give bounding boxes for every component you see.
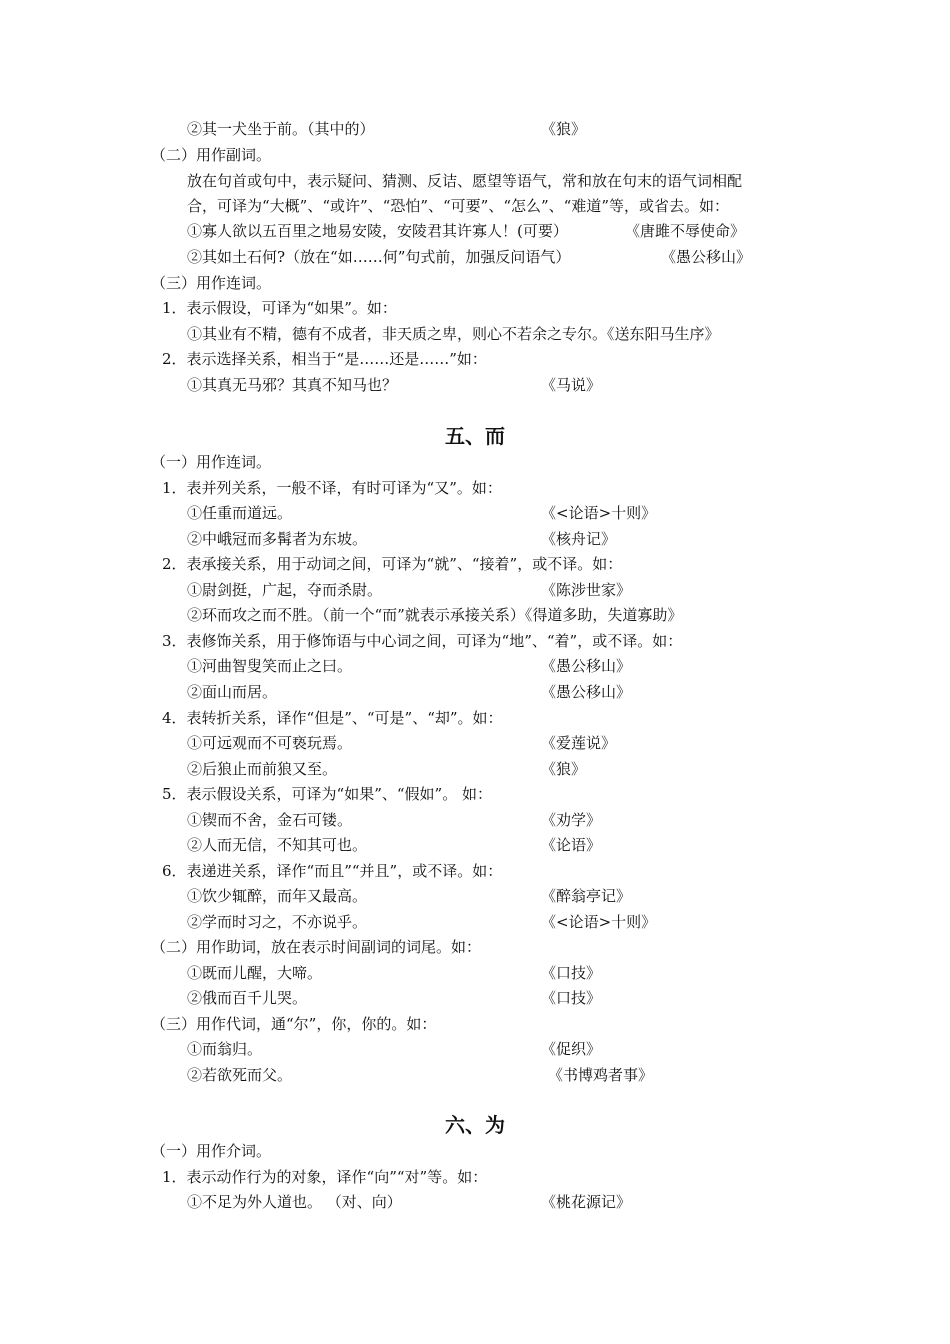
example-line: ②人而无信，不知其可也。 xyxy=(187,836,368,854)
section-heading: 六、为 xyxy=(445,1113,505,1137)
source-citation: 《狼》 xyxy=(541,120,587,138)
numbered-point: 2．表示选择关系，相当于“是……还是……”如： xyxy=(162,350,487,368)
example-line: ①饮少辄醉，而年又最高。 xyxy=(187,887,368,905)
body-text: 放在句首或句中，表示疑问、猜测、反诘、愿望等语气，常和放在句末的语气词相配 xyxy=(187,172,743,190)
numbered-point: 1．表示动作行为的对象，译作“向”“对”等。如： xyxy=(162,1168,488,1186)
example-line: ②若欲死而父。 xyxy=(187,1066,293,1084)
example-line: ②环而攻之而不胜。（前一个“而”就表示承接关系）《得道多助，失道寡助》 xyxy=(187,606,683,624)
source-citation: 《狼》 xyxy=(541,760,587,778)
numbered-point: 3．表修饰关系，用于修饰语与中心词之间，可译为“地”、“着”，或不译。如： xyxy=(162,632,683,650)
source-citation: 《论语》 xyxy=(541,836,602,854)
source-citation: 《<论语>十则》 xyxy=(541,504,657,522)
example-line: ②学而时习之，不亦说乎。 xyxy=(187,913,368,931)
numbered-point: 6．表递进关系，译作“而且”“并且”，或不译。如： xyxy=(162,862,503,880)
source-citation: 《劝学》 xyxy=(541,811,602,829)
source-citation: 《口技》 xyxy=(541,989,602,1007)
source-citation: 《桃花源记》 xyxy=(541,1193,632,1211)
example-line: ①尉剑挺，广起，夺而杀尉。 xyxy=(187,581,383,599)
source-citation: 《醉翁亭记》 xyxy=(541,887,632,905)
example-line: ①其真无马邪？其真不知马也？ xyxy=(187,376,398,394)
source-citation: 《核舟记》 xyxy=(541,530,617,548)
example-line: ①河曲智叟笑而止之曰。 xyxy=(187,657,353,675)
source-citation: 《唐雎不辱使命》 xyxy=(625,222,746,240)
numbered-point: 1．表并列关系，一般不译，有时可译为“又”。如： xyxy=(162,479,502,497)
source-citation: 《愚公移山》 xyxy=(661,248,752,266)
subsection-heading: （三）用作连词。 xyxy=(151,274,272,292)
subsection-heading: （三）用作代词，通“尔”，你，你的。如： xyxy=(151,1015,437,1033)
subsection-heading: （二）用作副词。 xyxy=(151,146,272,164)
example-line: ①寡人欲以五百里之地易安陵，安陵君其许寡人！(可要） xyxy=(187,222,568,240)
example-line: ②其如土石何?（放在“如……何”句式前，加强反问语气） xyxy=(187,248,571,266)
numbered-point: 5．表示假设关系，可译为“如果”、“假如”。 如： xyxy=(162,785,492,803)
subsection-heading: （一）用作连词。 xyxy=(151,453,272,471)
example-line: ①既而儿醒，大啼。 xyxy=(187,964,323,982)
example-line: ①其业有不精，德有不成者，非天质之卑，则心不若余之专尔。《送东阳马生序》 xyxy=(187,325,720,343)
example-line: ①可远观而不可亵玩焉。 xyxy=(187,734,353,752)
example-line: ②其一犬坐于前。（其中的） xyxy=(187,120,375,138)
numbered-point: 1．表示假设，可译为“如果”。如： xyxy=(162,299,397,317)
subsection-heading: （二）用作助词，放在表示时间副词的词尾。如： xyxy=(151,938,482,956)
subsection-heading: （一）用作介词。 xyxy=(151,1142,272,1160)
source-citation: 《促织》 xyxy=(541,1040,602,1058)
example-line: ①任重而道远。 xyxy=(187,504,293,522)
body-text: 合，可译为“大概”、“或许”、“恐怕”、“可要”、“怎么”、“难道”等，或省去。如： xyxy=(187,197,730,215)
example-line: ②中峨冠而多髯者为东坡。 xyxy=(187,530,368,548)
section-heading: 五、而 xyxy=(445,424,505,448)
example-line: ①不足为外人道也。 （对、向） xyxy=(187,1193,402,1211)
example-line: ②面山而居。 xyxy=(187,683,278,701)
source-citation: 《<论语>十则》 xyxy=(541,913,657,931)
numbered-point: 2．表承接关系，用于动词之间，可译为“就”、“接着”，或不译。如： xyxy=(162,555,623,573)
numbered-point: 4．表转折关系，译作“但是”、“可是”、“却”。如： xyxy=(162,709,503,727)
source-citation: 《书博鸡者事》 xyxy=(548,1066,654,1084)
source-citation: 《陈涉世家》 xyxy=(541,581,632,599)
source-citation: 《愚公移山》 xyxy=(541,657,632,675)
example-line: ②后狼止而前狼又至。 xyxy=(187,760,338,778)
example-line: ①锲而不舍，金石可镂。 xyxy=(187,811,353,829)
source-citation: 《口技》 xyxy=(541,964,602,982)
example-line: ①而翁归。 xyxy=(187,1040,263,1058)
source-citation: 《爱莲说》 xyxy=(541,734,617,752)
source-citation: 《愚公移山》 xyxy=(541,683,632,701)
source-citation: 《马说》 xyxy=(541,376,602,394)
example-line: ②俄而百千儿哭。 xyxy=(187,989,308,1007)
